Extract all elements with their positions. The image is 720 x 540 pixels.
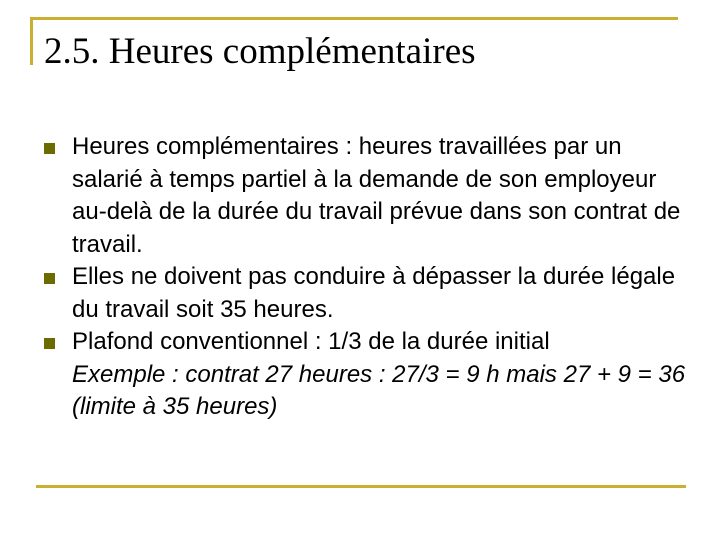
slide-bullet-list [44,131,694,424]
title-frame-left-rule [30,17,33,65]
square-bullet-icon [44,143,55,154]
bullet-text: Plafond conventionnel : 1/3 de la durée initial [72,328,550,355]
bottom-rule [36,485,686,488]
bullet-item-ceiling [44,326,694,359]
bullet-text: Heures complémentaires : heures travaillées par un salarié à temps partiel à la demande de son employeur au-delà de la durée du travail prévue dans son contrat de travail. [72,133,681,258]
bullet-item-limit [44,261,694,326]
bullet-text: Elles ne doivent pas conduire à dépasser la durée légale du travail soit 35 heures. [72,263,676,323]
bullet-item-definition [44,131,694,261]
square-bullet-icon [44,273,55,284]
slide-title: 2.5. Heures complémentaires [44,31,476,72]
square-bullet-icon [44,338,55,349]
example-text: Exemple : contrat 27 heures : 27/3 = 9 h mais 27 + 9 = 36 (limite à 35 heures) [72,360,686,420]
title-frame-top-rule [30,17,678,20]
